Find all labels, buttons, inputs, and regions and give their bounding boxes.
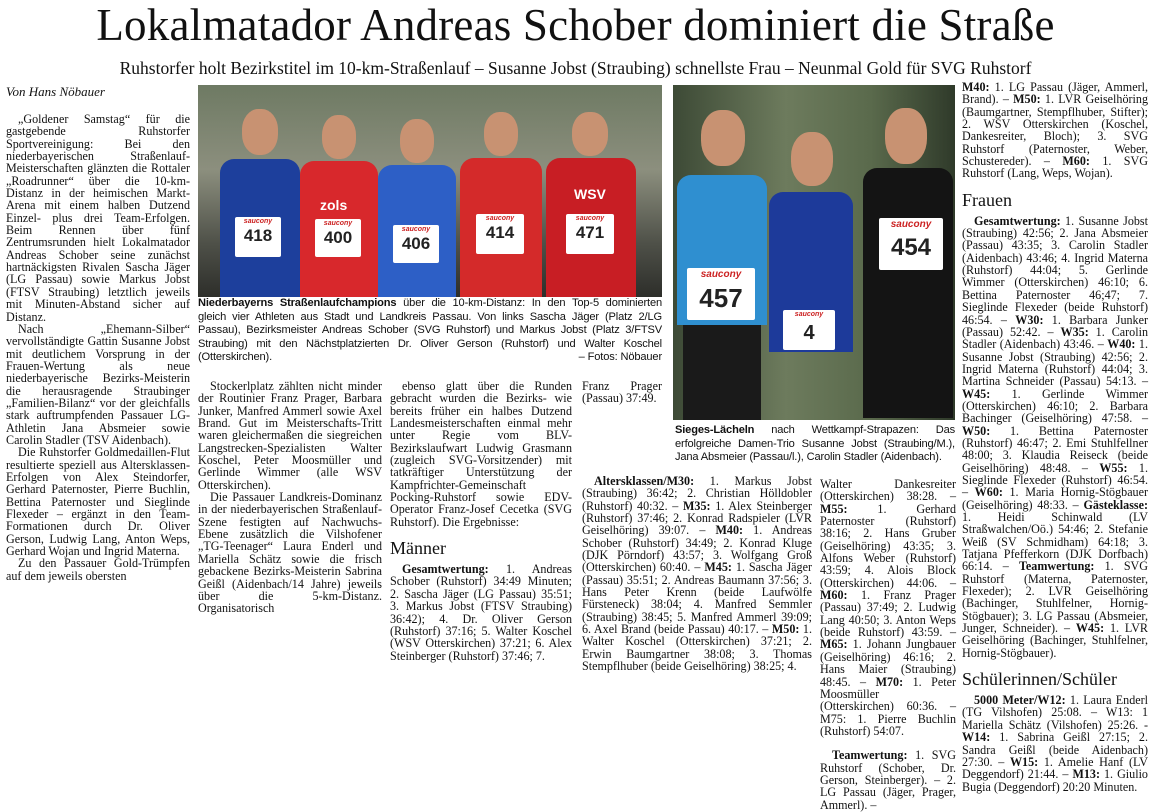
results-label: M13:: [1072, 767, 1100, 782]
results-youth: [962, 694, 1148, 793]
text-run: 1. Laura Enderl (TG Vilshofen) 25:08. – W13: 1 Mariella Schätz (Vilshofen) 25:26. -: [962, 693, 1148, 732]
results-men-age-groups-cont: [820, 478, 956, 737]
runner-figure: [861, 100, 955, 420]
text-run: „Goldener Samstag“ für die gastgebende Ruhstorfer Sportvereinigung: Bei den niederbayerischen Straßenlauf-Meisterschaften glänzten die Rottaler „Roadrunner“ über die 10-km-Distanz in der heimischen Markt-Arena mit einem halben Dutzend Einzel- plus drei Team-Erfolgen. Beim Rennen über fünf Zentrumsrunden hielt Lokalmatador Andreas Schober seine zunächst hartnäckigsten Rivalen Sascha Jäger (LG Passau) sowie Markus Jobst (FTSV Straubing) letztlich jeweils mit Minuten-Abstand sicher auf Distanz.: [6, 112, 190, 324]
runner-figure: [460, 102, 542, 297]
runner-figure: [300, 97, 378, 297]
text-run: 1. Maria Hornig-Stögbauer (Geiselhöring) 48:33. –: [962, 485, 1149, 512]
paragraph: [6, 446, 190, 557]
results-label: M60:: [820, 588, 848, 603]
results-label: M50:: [771, 622, 800, 637]
results-label: W30:: [1015, 312, 1044, 327]
text-run: 1. Giulio Bugia (Deggendorf) 20:20 Minuten.: [962, 767, 1148, 794]
text-run: Walter Dankesreiter (Otterskirchen) 38:28. –: [820, 477, 956, 504]
results-column-right: [962, 81, 1148, 793]
text-run: 1. Susanne Jobst (Straubing) 42:56; 2. Jana Absmeier (Passau) 43:35; 3. Carolin Stadler (Aidenbach) 43:46; 4. Ingrid Materna (Ruhstorf) 44:04; 5. Gerlinde Wimmer (Otterskirchen) 46:10; 6. Bettina Paternoster 46;47; 7. Sieglinde Flexeder (beide Ruhstorf) 46:54. –: [962, 213, 1148, 327]
results-label: Gesamtwertung:: [402, 562, 489, 577]
text-run: 1. SVG Ruhstorf (Materna, Paternoster, Flexeder); 2. LVR Geiselhöring (Bachinger, Stuhlfelner, Hornig-Stögbauer); 3. LG Passau (Absmeier, Junger, Schneider). –: [962, 559, 1149, 636]
text-run: 1. Barbara Junker (Passau) 52:42. –: [962, 312, 1148, 339]
text-run: Franz Prager (Passau) 37:49.: [582, 379, 662, 406]
bib-number: saucony 400: [315, 219, 361, 257]
text-run: 1. Andreas Schober (Ruhstorf) 34:49 Minuten; 2. Sascha Jäger (LG Passau) 35:51; 3. Markus Jobst (FTSV Straubing) 36:42); 4. Dr. Oliver Gerson (Ruhstorf) 37:16; 5. Walter Koschel (WSV Otterskirchen) 37:21; 6. Alex Steinberger (Ruhstorf) 37:46; 7.: [390, 562, 572, 663]
paragraph: [198, 380, 382, 491]
results-label: Teamwertung:: [832, 748, 908, 763]
text-run: 1. Susanne Jobst (Straubing) 42:56; 2. Ingrid Materna (Ruhstorf) 44:04; 3. Martina Schneider (Passau) 54:13. –: [962, 337, 1148, 389]
paragraph: [6, 113, 190, 323]
runner-figure: [546, 102, 636, 297]
paragraph: [390, 380, 572, 528]
text-run: 1. SVG Ruhstorf (Schober, Dr. Gerson, Steinberger). – 2. LG Passau (Jäger, Prager, Ammerl). –: [820, 748, 956, 812]
results-label: W45:: [1075, 621, 1105, 636]
text-run: Stockerlplatz zählten nicht minder der Routinier Franz Prager, Barbara Junker, Manfred Ammerl sowie Axel Brand. Gut im Meisterschafts-Tritt waren gleichermaßen die siegreichen Langstrecken-Spezialisten Walter Koschel, Peter Moosmüller und Gerlinde Wimmer (alle WSV Otterskirchen).: [198, 379, 382, 492]
shirt-logo: zols: [320, 197, 348, 213]
results-label: M60:: [1062, 154, 1090, 169]
results-label: M40:: [715, 523, 744, 538]
text-run: 1. Sieglinde Flexeder (Ruhstorf) 46:54. –: [962, 460, 1148, 500]
byline: Von Hans Nöbauer: [6, 84, 105, 99]
text-run: 1. Carolin Stadler (Aidenbach) 43:46. –: [962, 324, 1148, 352]
article-text: [390, 380, 572, 528]
results-label: M50:: [1013, 92, 1041, 107]
text-run: Die Ruhstorfer Goldmedaillen-Flut resultierte speziell aus Altersklassen-Erfolgen von Alex Steindorfer, Gerhard Paternoster, Pierre Buchlin, Bettina Paternoster und Sieglinde Flexeder – ergänzt in den Team-Formationen durch Dr. Oliver Gerson, Ludwig Lang, Anton Weps, Gerhard Wojan und Ingrid Materna.: [6, 445, 190, 559]
bib-number: saucony 414: [476, 214, 524, 254]
runner-figure: [378, 107, 456, 297]
bib-number: saucony 4: [783, 310, 835, 350]
results-men-team: [820, 749, 956, 811]
text-run: 1. Gerlinde Wimmer (Otterskirchen) 46:10; 2. Barbara Bachinger (Geiselhöring) 47:58. –: [962, 386, 1148, 426]
section-heading-youth: Schülerinnen/Schüler: [962, 669, 1117, 690]
results-label: M55:: [820, 501, 848, 516]
results-men-overall: [390, 563, 572, 662]
results-label: W60:: [974, 485, 1003, 500]
article-intro-column: [6, 113, 190, 582]
photo-womens-podium: [673, 85, 955, 420]
bib-number: saucony 406: [393, 225, 439, 263]
caption-title: Niederbayerns Straßenlaufchampions: [198, 297, 397, 309]
runner-figure: [673, 100, 771, 420]
text-run: 1. Franz Prager (Passau) 37:49; 2. Ludwig Lang 40:50; 3. Anton Weps (beide Ruhstorf) 43:59. –: [820, 588, 956, 640]
results-label: Gesamtwertung:: [974, 213, 1061, 228]
section-heading-men: Männer: [390, 538, 446, 559]
text-run: ebenso glatt über die Runden gebracht wurden die Bezirks- wie bereits früher ein halbes Dutzend Landesmeisterschaften einmal mehr unter Regie vom BLV-Bezirkslaufwart Ludwig Grasmann (zugleich SVG-Vorsitzender) mit tatkräftiger Unterstützung der Kampfrichter-Gemeinschaft Pocking-Ruhstorf sowie EDV-Operator Franz-Josef Cecetka (SVG Ruhstorf). Die Ergebnisse:: [390, 379, 572, 529]
results-men-team-cont: [962, 81, 1148, 180]
text-run: 1. Sascha Jäger (Passau) 35:51; 2. Andreas Baumann 37:56; 3. Hans Peter Krenn (beide Laufwölfe Fürsteneck) 38:04; 4. Manfred Semmler (Straubing) 38:45; 5. Manfred Ammerl 39:09; 6. Axel Brand (beide Passau) 40:17. –: [582, 560, 812, 637]
results-label: M40:: [962, 80, 990, 94]
text-run: 1. Alex Steinberger (Ruhstorf) 37:46; 2. Konrad Radspieler (LVR Geiselhöring) 39:07. –: [582, 498, 812, 538]
results-label: W50:: [962, 423, 991, 438]
photo-mens-champions: [198, 85, 662, 297]
text-run: 1. Johann Jungbauer (Geiselhöring) 46:16; 2. Hans Maier (Straubing) 48:45. –: [820, 637, 956, 689]
text-run: 1. LVR Geiselhöring (Bachinger, Stuhlfelner, Hornig-Stögbauer).: [962, 621, 1148, 660]
results-label: W40:: [1107, 337, 1136, 352]
caption-text: über die 10-km-Distanz: In den Top-5 dominierten gleich vier Athleten aus Stadt und Landkreis Passau. Von links Sascha Jäger (Platz 2/LG Passau), Bezirksmeister Andreas Schober (SVG Ruhstorf) und Markus Jobst (Platz 3/FTSV Straubing) mit den Nächstplatzierten Dr. Oliver Gerson (Ruhstorf) und Walter Koschel (Otterskirchen).: [198, 297, 662, 364]
article-column-2: [390, 380, 572, 662]
results-label: W45:: [962, 386, 991, 401]
results-label: M65:: [820, 637, 848, 652]
text-run: 1. Amelie Hanf (LV Deggendorf) 21:44. –: [962, 754, 1148, 782]
paragraph: [6, 323, 190, 446]
section-heading-women: Frauen: [962, 189, 1012, 210]
photo-credit: – Fotos: Nöbauer: [578, 351, 662, 364]
results-label: W55:: [1099, 460, 1128, 475]
paragraph: [6, 557, 190, 582]
bib-number: saucony 457: [687, 268, 755, 320]
article-column-1: [198, 380, 382, 615]
results-label: Altersklassen/M30:: [594, 474, 695, 488]
text-run: Die Passauer Landkreis-Dominanz in der niederbayerischen Straßenlauf-Szene festigten auf Nachwuchs-Ebene zusätzlich die Vilshofener „TG-Teenager“ Laura Enderl und Mariella Schätz sowie die frisch gebackene Bezirks-Meisterin Sabrina Geißl (Aidenbach/14 Jahre) jeweils über die 5-km-Distanz. Organisatorisch: [198, 490, 382, 616]
subheadline: Ruhstorfer holt Bezirkstitel im 10-km-Straßenlauf – Susanne Jobst (Straubing) schnellste Frau – Neunmal Gold für SVG Ruhstorf: [119, 58, 1032, 78]
results-label: W14:: [962, 730, 991, 745]
headline: Lokalmatador Andreas Schober dominiert die Straße: [96, 0, 1055, 50]
results-label: M45:: [704, 560, 732, 575]
text-run: 1. LG Passau (Jäger, Ammerl, Brand). –: [962, 80, 1148, 107]
text-run: 1. Gerhard Paternoster (Ruhstorf) 38:16; 2. Hans Gruber (Geiselhöring) 43:35; 3. Alfons Weber (Ruhstorf) 43:59; 4. Alois Block (Otterskirchen) 44:06. –: [820, 501, 956, 590]
bib-number: saucony 418: [235, 217, 281, 257]
bib-number: saucony 454: [879, 218, 943, 270]
runner-figure: [220, 97, 300, 297]
text-run: 1. Bettina Paternoster (Ruhstorf) 46:47; 2. Emi Stuhlfellner 48:00; 3. Klaudia Reiseck (beide Geiselhöring) 48:48. –: [962, 423, 1148, 475]
paragraph: [198, 491, 382, 614]
article-column-3: [582, 380, 812, 673]
text-run: 1. LVR Geiselhöring (Baumgartner, Stempflhuber, Stifter); 2. WSV Otterskirchen (Koschel, Dankesreiter, Bloch); 3. SVG Ruhstorf (Paternoster, Weber, Schustereder). –: [962, 92, 1148, 169]
text-run: 1. Sabrina Geißl 27:15; 2. Sandra Geißl (beide Aidenbach) 27:30. –: [962, 730, 1148, 769]
text-run: 1. Markus Jobst (Straubing) 36:42; 2. Christian Hölldobler (Ruhstorf) 40:32. –: [582, 474, 812, 513]
results-label: Gästeklasse:: [1083, 497, 1148, 512]
text-run: Nach „Ehemann-Silber“ vervollständigte Gattin Susanne Jobst mit deutlichem Vorsprung in der Frauen-Wertung als neue niederbayerische Bezirks-Meisterin die herausragende Straubinger „Familien-Bilanz“ vor der gleichfalls stark auftrumpfenden Passauer LG-Athletin Jana Absmeier sowie Carolin Stadler (TSV Aidenbach).: [6, 321, 190, 447]
runner-figure: [765, 120, 857, 420]
caption-title: Sieges-Lächeln: [675, 424, 755, 436]
text-run: 1. Peter Moosmüller (Otterskirchen) 60:36. – M75: 1. Pierre Buchlin (Ruhstorf) 54:07.: [820, 674, 956, 738]
results-label: 5000 Meter/W12:: [974, 693, 1066, 708]
bib-number: saucony 471: [566, 214, 614, 254]
text-run: Zu den Passauer Gold-Trümpfen auf dem jeweils obersten: [6, 556, 190, 583]
text-run: 1. SVG Ruhstorf (Lang, Weps, Wojan).: [962, 154, 1148, 181]
text-run: 1. Andreas Schober (Ruhstorf) 34:49; 2. Konrad Kluge (DJK Pörndorf) 43:57; 3. Wolfgang Groß (Otterskirchen) 60:40. –: [582, 523, 812, 575]
text-run: 1. Walter Koschel (Otterskirchen) 37:21; 2. Erwin Baumgartner 38:08; 3. Thomas Stempflhuber (beide Geiselhöring) 38:25; 4.: [582, 622, 812, 674]
article-column-4: [820, 478, 956, 811]
results-label: Teamwertung:: [1018, 559, 1095, 574]
results-label: M35:: [683, 498, 711, 513]
shirt-logo: WSV: [574, 186, 606, 202]
results-label: W35:: [1060, 324, 1089, 339]
text-run: 1. Heidi Schinwald (LV Straßwalchen/Oö.) 54:46; 2. Stefanie Weiß (SV Schmidham) 64:18; 3. Tatjana Pfefferkorn (DJK Dorfbach) 66:14. –: [962, 510, 1148, 574]
photo1-caption: [198, 297, 662, 365]
caption-text: nach Wettkampf-Strapazen: Das erfolgreiche Damen-Trio Susanne Jobst (Straubing/M.), Jana Absmeier (Passau/l.), Carolin Stadler (Aidenbach).: [675, 424, 955, 464]
results-women: [962, 215, 1148, 659]
results-label: M70:: [875, 674, 904, 689]
results-label: W15:: [1009, 754, 1039, 769]
